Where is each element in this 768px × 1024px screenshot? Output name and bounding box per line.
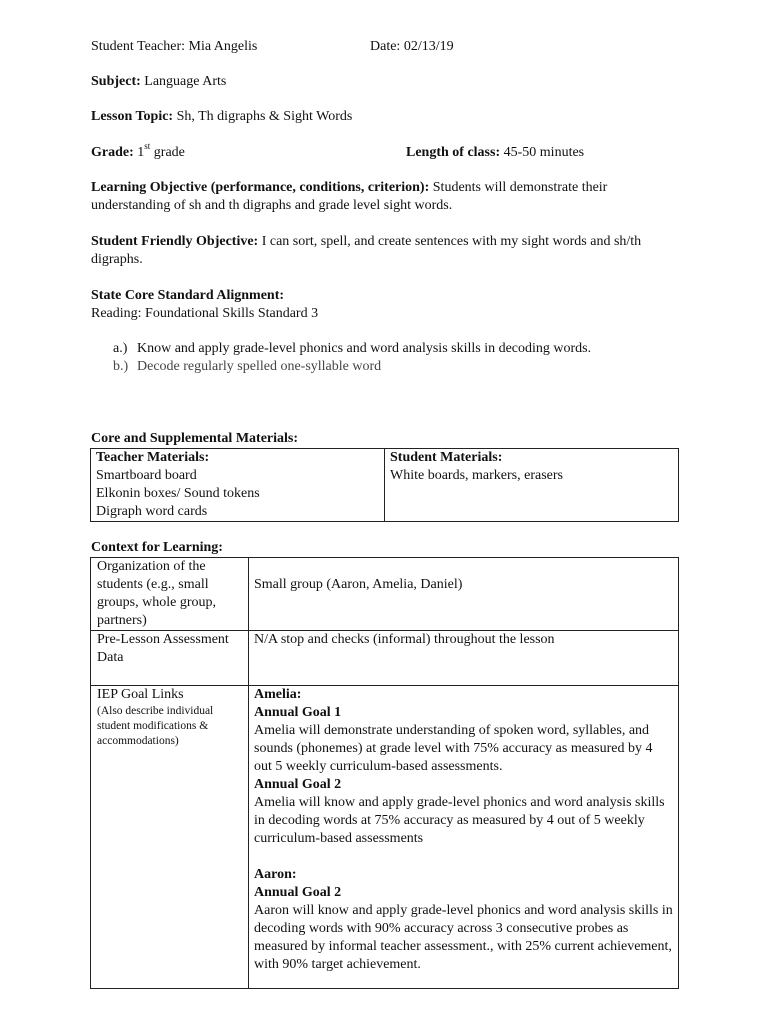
amelia-name: Amelia: bbox=[254, 687, 302, 702]
iep-label: IEP Goal Links bbox=[97, 687, 184, 702]
standard-item-b bbox=[113, 358, 381, 376]
student-materials-cell bbox=[385, 449, 679, 522]
amelia-goal1-title: Annual Goal 1 bbox=[254, 705, 342, 720]
context-table bbox=[90, 557, 679, 989]
teacher-materials-cell bbox=[91, 449, 385, 522]
objective-label: Learning Objective (performance, conditions, criterion): bbox=[91, 180, 430, 195]
length-label: Length of class: bbox=[406, 145, 501, 160]
aaron-goal2-title: Annual Goal 2 bbox=[254, 885, 342, 900]
pre-assessment-value: N/A stop and checks (informal) throughout the lesson bbox=[249, 631, 679, 686]
standard-item-b-text: Decode regularly spelled one-syllable word bbox=[137, 359, 382, 374]
subject-line bbox=[91, 73, 226, 91]
student-friendly-objective bbox=[91, 233, 681, 269]
length-value: 45-50 minutes bbox=[503, 145, 585, 160]
organization-value: Small group (Aaron, Amelia, Daniel) bbox=[249, 558, 679, 631]
aaron-name: Aaron: bbox=[254, 867, 297, 882]
friendly-label: Student Friendly Objective: bbox=[91, 234, 259, 249]
amelia-goal2-text: Amelia will know and apply grade-level phonics and word analysis skills in decoding words at 75% accuracy as measured by 4 out of 5 weekly curriculum-based assessments bbox=[254, 795, 665, 846]
teacher-materials-heading: Teacher Materials: bbox=[96, 450, 210, 465]
context-heading: Context for Learning: bbox=[91, 540, 223, 555]
friendly-value: I can sort, spell, and create sentences with my sight words and sh/th digraphs. bbox=[91, 234, 642, 267]
standard-item-a-text: Know and apply grade-level phonics and word analysis skills in decoding words. bbox=[137, 341, 592, 356]
teacher-material-item: Digraph word cards bbox=[96, 504, 208, 519]
standard-item-a-marker: a.) bbox=[113, 341, 128, 356]
subject-label: Subject: bbox=[91, 74, 141, 89]
subject-value: Language Arts bbox=[144, 74, 227, 89]
iep-note: (Also describe individual student modifications & accommodations) bbox=[97, 705, 214, 747]
standard-item-a bbox=[113, 340, 591, 358]
objective-value: Students will demonstrate their understanding of sh and th digraphs and grade level sight words. bbox=[91, 180, 608, 213]
topic-line bbox=[91, 108, 352, 126]
pre-assessment-label: Pre-Lesson Assessment Data bbox=[91, 631, 249, 686]
student-materials-heading: Student Materials: bbox=[390, 450, 503, 465]
grade-word: grade bbox=[153, 145, 185, 160]
amelia-goal2-title: Annual Goal 2 bbox=[254, 777, 342, 792]
grade-number: 1 bbox=[137, 145, 145, 160]
teacher-name: Student Teacher: Mia Angelis bbox=[91, 39, 258, 54]
materials-table bbox=[90, 448, 679, 522]
topic-value: Sh, Th digraphs & Sight Words bbox=[176, 109, 353, 124]
grade-line bbox=[91, 141, 185, 162]
student-material-item: White boards, markers, erasers bbox=[390, 468, 563, 483]
iep-goals-cell bbox=[249, 686, 679, 989]
aaron-goal2-text: Aaron will know and apply grade-level phonics and word analysis skills in decoding words with 90% accuracy across 3 consecutive probes as measured by informal teacher assessment., with 25% current achievement, with 90% target achievement. bbox=[254, 903, 673, 972]
lesson-date: Date: 02/13/19 bbox=[370, 39, 454, 54]
standard-heading: State Core Standard Alignment: bbox=[91, 288, 285, 303]
teacher-material-item: Elkonin boxes/ Sound tokens bbox=[96, 486, 260, 501]
standard-item-b-marker: b.) bbox=[113, 359, 129, 374]
organization-label: Organization of the students (e.g., small groups, whole group, partners) bbox=[91, 558, 249, 631]
spacer bbox=[254, 848, 673, 866]
grade-label: Grade: bbox=[91, 145, 134, 160]
learning-objective bbox=[91, 179, 681, 215]
topic-label: Lesson Topic: bbox=[91, 109, 174, 124]
iep-label-cell bbox=[91, 686, 249, 989]
length-line bbox=[406, 144, 584, 162]
standard-value: Reading: Foundational Skills Standard 3 bbox=[91, 306, 319, 321]
amelia-goal1-text: Amelia will demonstrate understanding of spoken word, syllables, and sounds (phonemes) at grade level with 75% accuracy as measured by 4 out 5 weekly curriculum-based assessments. bbox=[254, 723, 653, 774]
teacher-material-item: Smartboard board bbox=[96, 468, 197, 483]
grade-suffix: st bbox=[144, 141, 151, 152]
materials-heading: Core and Supplemental Materials: bbox=[91, 431, 299, 446]
